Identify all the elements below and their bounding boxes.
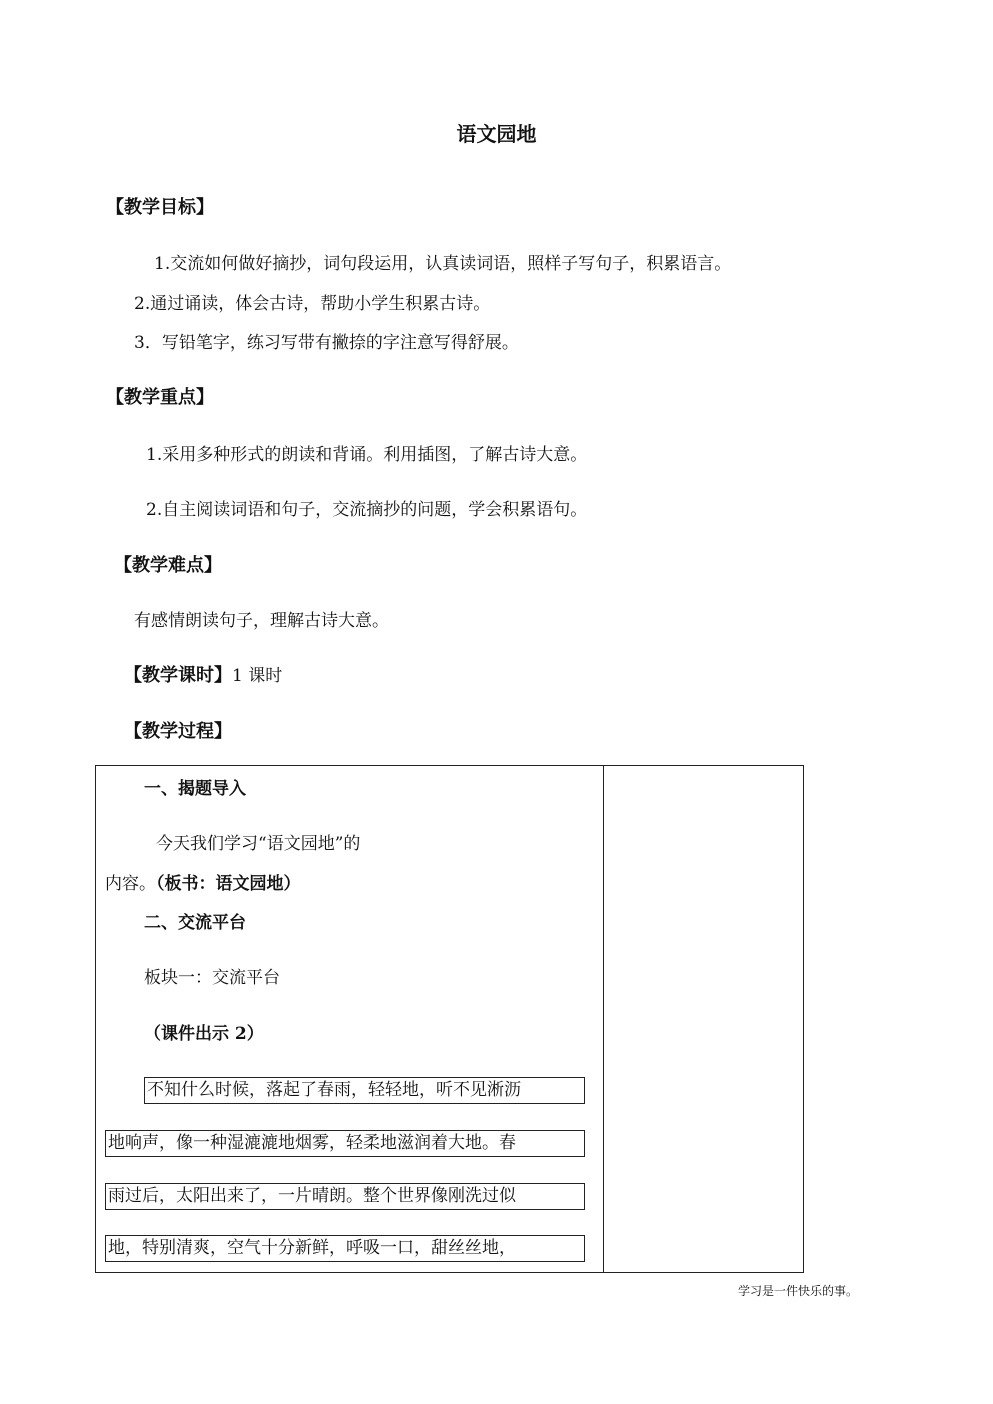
intro-line-2-bold: （板书：语文园地）: [156, 874, 301, 894]
process-heading: 【教学过程】: [124, 721, 232, 742]
objectives-heading: 【教学目标】: [106, 197, 214, 218]
page-title: 语文园地: [456, 122, 537, 146]
lesson-time-heading: 【教学课时】: [124, 665, 232, 686]
difficulties-heading: 【教学难点】: [114, 555, 222, 576]
lesson-time-value: 1 课时: [232, 666, 283, 686]
passage-line-2: 地响声，像一种湿漉漉地烟雾，轻柔地滋润着大地。春: [105, 1130, 585, 1157]
section1-title: 一、揭题导入: [144, 779, 246, 799]
passage-line-4: 地，特别清爽，空气十分新鲜，呼吸一口，甜丝丝地，: [105, 1235, 585, 1262]
objective-item-1: 1.交流如何做好摘抄，词句段运用，认真读词语，照样子写句子，积累语言。: [154, 254, 732, 274]
lesson-time-row: [124, 661, 282, 687]
intro-line-2-plain: 内容。: [105, 874, 156, 894]
table-column-divider: [603, 766, 604, 1272]
page-footer: 学习是一件快乐的事。: [738, 1284, 859, 1298]
objective-item-3: 3．写铅笔字，练习写带有撇捺的字注意写得舒展。: [134, 333, 519, 353]
key-point-item-1: 1.采用多种形式的朗读和背诵。利用插图，了解古诗大意。: [146, 445, 588, 465]
intro-line-2: [105, 869, 301, 894]
intro-line-1: 今天我们学习“语文园地”的: [156, 834, 361, 854]
objective-item-2: 2.通过诵读，体会古诗，帮助小学生积累古诗。: [134, 294, 491, 314]
passage-line-1: 不知什么时候，落起了春雨，轻轻地，听不见淅沥: [144, 1077, 585, 1104]
key-point-item-2: 2.自主阅读词语和句子，交流摘抄的问题，学会积累语句。: [146, 500, 588, 520]
difficulties-text: 有感情朗读句子，理解古诗大意。: [134, 611, 389, 631]
section2-title: 二、交流平台: [144, 913, 246, 933]
block-label: 板块一：交流平台: [144, 968, 280, 988]
passage-line-3: 雨过后，太阳出来了，一片晴朗。整个世界像刚洗过似: [105, 1183, 585, 1210]
process-table: [95, 765, 804, 1273]
key-points-heading: 【教学重点】: [106, 387, 214, 408]
slide-note: （课件出示 2）: [144, 1024, 264, 1044]
